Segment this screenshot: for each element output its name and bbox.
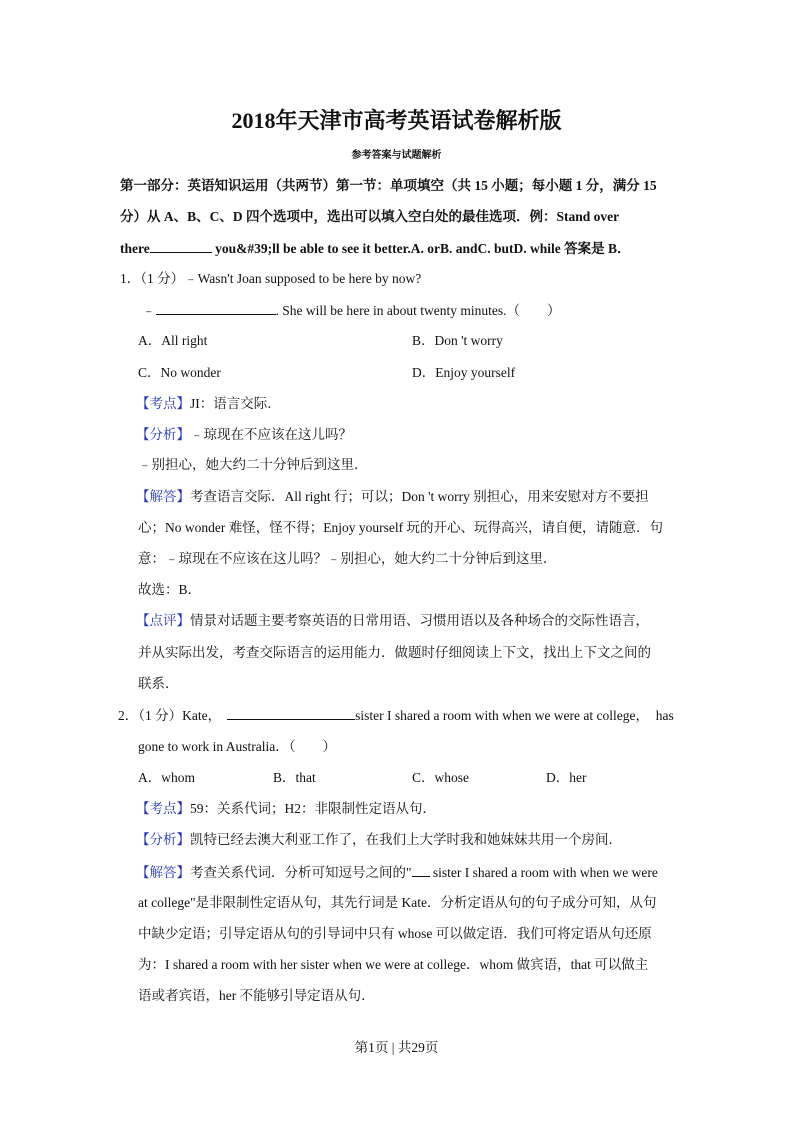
- intro-line: [120, 239, 631, 258]
- jieda-text: sister I shared a room with when we were: [429, 865, 658, 880]
- option-b: B．that: [273, 770, 316, 785]
- question-1-stem: 1．（1 分）﹣Wasn't Joan supposed to be here by now?: [120, 271, 422, 286]
- jieda-label: 【解答】: [136, 489, 190, 504]
- jieda: [136, 488, 649, 506]
- kaodian: [136, 800, 436, 818]
- fenxi: [136, 426, 352, 444]
- fenxi-line: ﹣别担心，她大约二十分钟后到这里．: [138, 457, 368, 472]
- stem-text: . She will be here in about twenty minutes.（ ）: [275, 303, 561, 318]
- jieda-line: 语或者宾语，her 不能够引导定语从句．: [138, 988, 375, 1003]
- fenxi-label: 【分析】: [136, 427, 190, 442]
- intro-line: 分）从 A、B、C、D 四个选项中，选出可以填入空白处的最佳选项．例：Stand over: [120, 209, 620, 224]
- jieda-label: 【解答】: [136, 865, 190, 880]
- option-d: D．Enjoy yourself: [412, 365, 516, 380]
- dianping-line: 联系．: [138, 676, 179, 691]
- jieda-line: 为：I shared a room with her sister when we were at college．whom 做宾语，that 可以做主: [138, 957, 649, 972]
- blank-line: [412, 863, 430, 877]
- question-2-stem: gone to work in Australia．（ ）: [138, 739, 336, 754]
- dianping-text: 情景对话题主要考察英语的日常用语、习惯用语以及各种场合的交际性语言，: [190, 613, 649, 628]
- intro-text: you&#39;ll be able to see it better.A. orB. andC. butD. while 答案是 B．: [211, 241, 631, 256]
- jieda-text: 考查语言交际．All right 行；可以；Don 't worry 别担心，用来安慰对方不要担: [190, 489, 649, 504]
- dianping-label: 【点评】: [136, 613, 190, 628]
- document-subtitle: 参考答案与试题解析: [351, 150, 442, 161]
- blank-line: [156, 301, 276, 315]
- dash: ﹣: [142, 303, 156, 318]
- answer: 故选：B．: [138, 582, 202, 597]
- document-title: 2018年天津市高考英语试卷解析版: [231, 108, 562, 133]
- option-a: A．whom: [138, 770, 195, 785]
- intro-text: there: [120, 241, 150, 256]
- kaodian-label: 【考点】: [136, 801, 190, 816]
- jieda-line: 中缺少定语；引导定语从句的引导词中只有 whose 可以做定语．我们可将定语从句还原: [138, 926, 652, 941]
- fenxi-text: 凯特已经去澳大利亚工作了，在我们上大学时我和她妹妹共用一个房间．: [190, 832, 622, 847]
- kaodian-label: 【考点】: [136, 396, 190, 411]
- dianping-line: 并从实际出发，考查交际语言的运用能力．做题时仔细阅读上下文，找出上下文之间的: [138, 645, 651, 660]
- jieda-line: at college"是非限制性定语从句，其先行词是 Kate．分析定语从句的句子成分可知，从句: [138, 895, 657, 910]
- blank-line: [150, 239, 212, 253]
- option-b: B．Don 't worry: [412, 333, 503, 348]
- kaodian-text: JI：语言交际．: [190, 396, 281, 411]
- question-2-stem: [118, 706, 674, 725]
- option-d: D．her: [546, 770, 587, 785]
- fenxi-text: ﹣琼现在不应该在这儿吗？: [190, 427, 352, 442]
- stem-text: 2．（1 分）Kate，: [118, 708, 222, 723]
- jieda-line: 心；No wonder 难怪，怪不得；Enjoy yourself 玩的开心、玩得高兴，请自便，请随意．句: [138, 520, 663, 535]
- jieda: [136, 863, 658, 882]
- jieda-line: 意：﹣琼现在不应该在这儿吗？﹣别担心，她大约二十分钟后到这里．: [138, 551, 557, 566]
- page-footer: 第1页 | 共29页: [354, 1040, 439, 1055]
- fenxi-label: 【分析】: [136, 832, 190, 847]
- fenxi: [136, 831, 622, 849]
- jieda-text: 考查关系代词．分析可知逗号之间的": [190, 865, 412, 880]
- stem-text: sister I shared a room with when we were at college， has: [355, 708, 674, 723]
- question-1-stem: [142, 301, 560, 320]
- option-a: A．All right: [138, 333, 208, 348]
- option-c: C．No wonder: [138, 365, 221, 380]
- intro-line: 第一部分：英语知识运用（共两节）第一节：单项填空（共 15 小题；每小题 1 分，满分 15: [120, 178, 657, 193]
- kaodian-text: 59：关系代词；H2：非限制性定语从句．: [190, 801, 436, 816]
- option-c: C．whose: [412, 770, 469, 785]
- dianping: [136, 612, 649, 630]
- kaodian: [136, 395, 281, 413]
- blank-line: [227, 706, 355, 720]
